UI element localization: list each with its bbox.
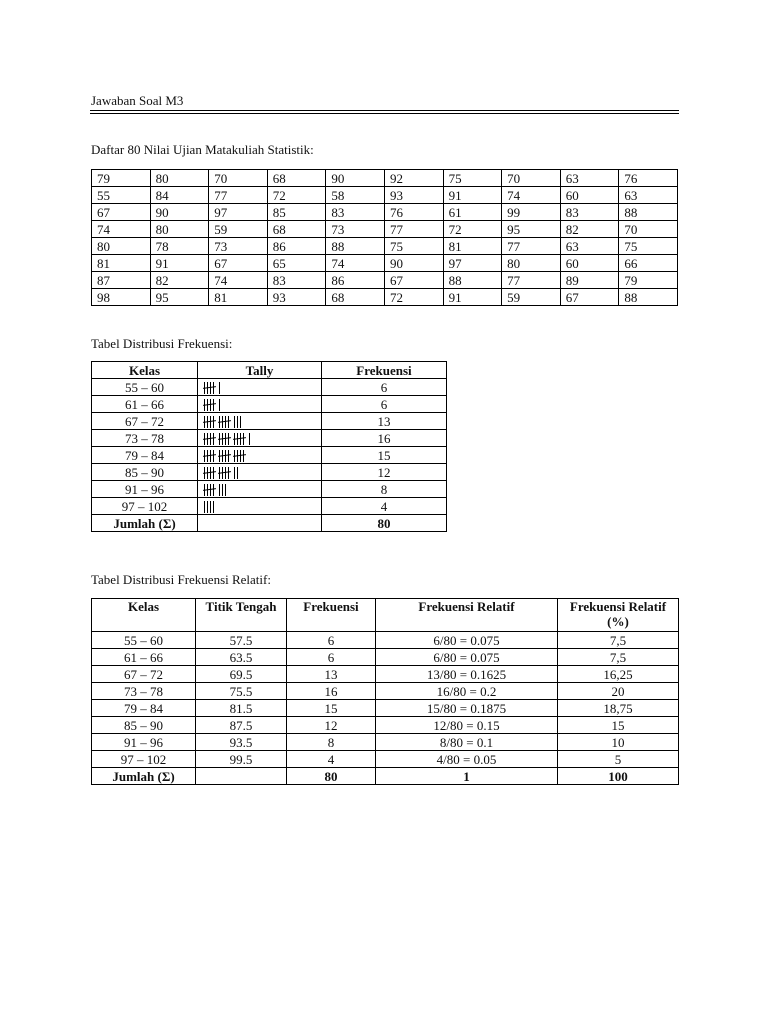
cell-frekuensi-relatif: 6/80 = 0.075	[376, 649, 558, 666]
total-tally	[198, 515, 322, 532]
score-cell: 90	[150, 204, 209, 221]
score-cell: 67	[92, 204, 151, 221]
score-cell: 88	[326, 238, 385, 255]
table-row	[92, 170, 678, 187]
score-cell: 67	[384, 272, 443, 289]
score-cell: 83	[560, 204, 619, 221]
score-cell: 88	[443, 272, 502, 289]
score-cell: 77	[502, 272, 561, 289]
score-cell: 91	[150, 255, 209, 272]
table-row	[92, 751, 679, 768]
tally-bar	[243, 433, 244, 445]
cell-kelas: 73 – 78	[92, 683, 196, 700]
tally-bar	[219, 484, 220, 496]
score-cell: 61	[443, 204, 502, 221]
table-row	[92, 666, 679, 683]
score-cell: 77	[384, 221, 443, 238]
table-row	[92, 717, 679, 734]
frequency-table-body	[92, 379, 447, 532]
score-cell: 81	[92, 255, 151, 272]
score-cell: 85	[267, 204, 326, 221]
tally-group	[219, 467, 231, 479]
cell-frekuensi: 13	[322, 413, 447, 430]
tally-bar	[240, 416, 241, 428]
score-cell: 70	[209, 170, 268, 187]
tally-bar	[219, 382, 220, 394]
table-row	[92, 481, 447, 498]
score-cell: 59	[209, 221, 268, 238]
score-cell: 70	[502, 170, 561, 187]
score-cell: 65	[267, 255, 326, 272]
tally-bar	[225, 433, 226, 445]
score-cell: 91	[443, 187, 502, 204]
cell-tally	[198, 464, 322, 481]
table-row	[92, 396, 447, 413]
cell-frekuensi: 16	[287, 683, 376, 700]
score-cell: 99	[502, 204, 561, 221]
cell-frekuensi: 13	[287, 666, 376, 683]
table-row	[92, 649, 679, 666]
tally-bar	[249, 433, 250, 445]
tally-bar	[225, 416, 226, 428]
tally-bar	[240, 433, 241, 445]
relative-frequency-table	[91, 598, 679, 785]
tally-marks	[204, 399, 225, 412]
tally-bar	[228, 416, 229, 428]
score-cell: 74	[209, 272, 268, 289]
score-cell: 63	[619, 187, 678, 204]
tally-bar	[225, 484, 226, 496]
cell-frekuensi-relatif: 6/80 = 0.075	[376, 632, 558, 649]
score-cell: 82	[150, 272, 209, 289]
cell-frekuensi: 6	[287, 632, 376, 649]
tally-group	[204, 416, 216, 428]
tally-bar	[228, 450, 229, 462]
tally-marks	[204, 501, 219, 514]
cell-frekuensi: 6	[287, 649, 376, 666]
tally-group	[234, 467, 240, 479]
cell-tally	[198, 498, 322, 515]
score-cell: 92	[384, 170, 443, 187]
table-row	[92, 272, 678, 289]
score-cell: 78	[150, 238, 209, 255]
table-row	[92, 447, 447, 464]
cell-kelas: 85 – 90	[92, 717, 196, 734]
tally-group	[204, 399, 216, 411]
score-cell: 73	[209, 238, 268, 255]
tally-group	[234, 416, 243, 428]
tally-bar	[207, 501, 208, 513]
tally-bar	[225, 467, 226, 479]
total-frekuensi-relatif: 1	[376, 768, 558, 785]
tally-group	[204, 450, 216, 462]
tally-group	[219, 450, 231, 462]
tally-bar	[240, 450, 241, 462]
tally-group	[204, 484, 216, 496]
cell-persen: 18,75	[558, 700, 679, 717]
score-cell: 58	[326, 187, 385, 204]
score-cell: 59	[502, 289, 561, 306]
score-cell: 73	[326, 221, 385, 238]
table-row	[92, 632, 679, 649]
score-cell: 72	[443, 221, 502, 238]
total-titik-tengah	[196, 768, 287, 785]
tally-group	[249, 433, 252, 445]
cell-frekuensi: 16	[322, 430, 447, 447]
table-row	[92, 683, 679, 700]
score-cell: 90	[384, 255, 443, 272]
header-frekuensi: Frekuensi	[287, 599, 376, 632]
tally-bar	[210, 416, 211, 428]
cell-kelas: 55 – 60	[92, 379, 198, 396]
score-cell: 83	[267, 272, 326, 289]
table-row	[92, 498, 447, 515]
cell-kelas: 91 – 96	[92, 734, 196, 751]
relative-frequency-caption: Tabel Distribusi Frekuensi Relatif:	[91, 572, 271, 587]
table-header-row	[92, 362, 447, 379]
table-row	[92, 413, 447, 430]
cell-kelas: 97 – 102	[92, 751, 196, 768]
cell-tally	[198, 481, 322, 498]
tally-group	[219, 382, 222, 394]
score-cell: 75	[619, 238, 678, 255]
cell-frekuensi: 8	[322, 481, 447, 498]
header-frekuensi-relatif: Frekuensi Relatif	[376, 599, 558, 632]
tally-bar	[228, 467, 229, 479]
cell-titik-tengah: 99.5	[196, 751, 287, 768]
score-cell: 60	[560, 187, 619, 204]
score-cell: 66	[619, 255, 678, 272]
score-cell: 75	[443, 170, 502, 187]
tally-bar	[213, 382, 214, 394]
header-double-rule	[90, 110, 679, 114]
tally-group	[204, 433, 216, 445]
tally-group	[204, 501, 216, 513]
scores-table-body	[92, 170, 678, 306]
tally-marks	[204, 382, 225, 395]
score-cell: 80	[150, 221, 209, 238]
tally-marks	[204, 416, 246, 429]
table-row	[92, 221, 678, 238]
score-cell: 74	[92, 221, 151, 238]
score-cell: 81	[443, 238, 502, 255]
cell-kelas: 55 – 60	[92, 632, 196, 649]
score-cell: 80	[502, 255, 561, 272]
frequency-table	[91, 361, 447, 532]
cell-kelas: 97 – 102	[92, 498, 198, 515]
total-frekuensi: 80	[322, 515, 447, 532]
score-cell: 97	[443, 255, 502, 272]
tally-bar	[210, 433, 211, 445]
tally-group	[204, 467, 216, 479]
tally-group	[219, 416, 231, 428]
total-label: Jumlah (Σ)	[92, 768, 196, 785]
tally-bar	[210, 399, 211, 411]
cell-persen: 5	[558, 751, 679, 768]
scores-table	[91, 169, 678, 306]
tally-marks	[204, 450, 249, 463]
score-cell: 89	[560, 272, 619, 289]
score-cell: 80	[150, 170, 209, 187]
table-row	[92, 700, 679, 717]
header-tally: Tally	[198, 362, 322, 379]
score-cell: 86	[267, 238, 326, 255]
score-cell: 74	[502, 187, 561, 204]
score-cell: 67	[209, 255, 268, 272]
total-row	[92, 515, 447, 532]
tally-bar	[234, 467, 235, 479]
cell-tally	[198, 379, 322, 396]
cell-persen: 15	[558, 717, 679, 734]
relative-frequency-table-body	[92, 632, 679, 785]
tally-bar	[219, 399, 220, 411]
tally-bar	[210, 467, 211, 479]
cell-kelas: 79 – 84	[92, 700, 196, 717]
cell-frekuensi: 6	[322, 396, 447, 413]
table-header-row	[92, 599, 679, 632]
table-row	[92, 255, 678, 272]
score-cell: 91	[443, 289, 502, 306]
score-cell: 84	[150, 187, 209, 204]
cell-frekuensi-relatif: 16/80 = 0.2	[376, 683, 558, 700]
cell-titik-tengah: 75.5	[196, 683, 287, 700]
score-cell: 82	[560, 221, 619, 238]
score-cell: 74	[326, 255, 385, 272]
score-cell: 67	[560, 289, 619, 306]
cell-frekuensi: 12	[287, 717, 376, 734]
cell-titik-tengah: 87.5	[196, 717, 287, 734]
cell-titik-tengah: 81.5	[196, 700, 287, 717]
cell-frekuensi: 8	[287, 734, 376, 751]
tally-group	[219, 433, 231, 445]
score-cell: 55	[92, 187, 151, 204]
tally-bar	[234, 416, 235, 428]
cell-tally	[198, 447, 322, 464]
table-row	[92, 734, 679, 751]
cell-frekuensi-relatif: 13/80 = 0.1625	[376, 666, 558, 683]
cell-kelas: 85 – 90	[92, 464, 198, 481]
score-cell: 68	[267, 221, 326, 238]
cell-frekuensi-relatif: 12/80 = 0.15	[376, 717, 558, 734]
cell-titik-tengah: 69.5	[196, 666, 287, 683]
table-row	[92, 204, 678, 221]
tally-marks	[204, 484, 231, 497]
tally-bar	[225, 450, 226, 462]
tally-bar	[237, 416, 238, 428]
score-cell: 98	[92, 289, 151, 306]
header-titik-tengah: Titik Tengah	[196, 599, 287, 632]
cell-frekuensi: 12	[322, 464, 447, 481]
score-cell: 77	[502, 238, 561, 255]
page-title: Jawaban Soal M3	[91, 93, 184, 108]
cell-kelas: 79 – 84	[92, 447, 198, 464]
tally-marks	[204, 433, 255, 446]
score-cell: 81	[209, 289, 268, 306]
score-cell: 95	[150, 289, 209, 306]
score-cell: 72	[267, 187, 326, 204]
tally-bar	[210, 501, 211, 513]
tally-bar	[213, 399, 214, 411]
tally-bar	[213, 484, 214, 496]
tally-marks	[204, 467, 243, 480]
cell-kelas: 67 – 72	[92, 413, 198, 430]
score-cell: 95	[502, 221, 561, 238]
header-frekuensi: Frekuensi	[322, 362, 447, 379]
total-label: Jumlah (Σ)	[92, 515, 198, 532]
cell-kelas: 91 – 96	[92, 481, 198, 498]
tally-group	[219, 484, 228, 496]
score-cell: 68	[326, 289, 385, 306]
tally-bar	[213, 416, 214, 428]
header-kelas: Kelas	[92, 362, 198, 379]
score-cell: 88	[619, 204, 678, 221]
frequency-table-caption: Tabel Distribusi Frekuensi:	[91, 336, 233, 351]
score-cell: 76	[384, 204, 443, 221]
table-row	[92, 379, 447, 396]
score-cell: 86	[326, 272, 385, 289]
cell-tally	[198, 413, 322, 430]
cell-tally	[198, 430, 322, 447]
score-cell: 79	[92, 170, 151, 187]
cell-kelas: 61 – 66	[92, 649, 196, 666]
score-cell: 72	[384, 289, 443, 306]
cell-persen: 16,25	[558, 666, 679, 683]
tally-bar	[243, 450, 244, 462]
cell-persen: 10	[558, 734, 679, 751]
cell-kelas: 61 – 66	[92, 396, 198, 413]
cell-frekuensi-relatif: 8/80 = 0.1	[376, 734, 558, 751]
header-kelas: Kelas	[92, 599, 196, 632]
score-cell: 87	[92, 272, 151, 289]
tally-bar	[210, 382, 211, 394]
score-cell: 93	[267, 289, 326, 306]
score-cell: 79	[619, 272, 678, 289]
score-cell: 88	[619, 289, 678, 306]
score-cell: 63	[560, 170, 619, 187]
score-cell: 75	[384, 238, 443, 255]
score-cell: 60	[560, 255, 619, 272]
score-cell: 76	[619, 170, 678, 187]
tally-bar	[213, 501, 214, 513]
tally-bar	[210, 484, 211, 496]
cell-frekuensi-relatif: 4/80 = 0.05	[376, 751, 558, 768]
tally-group	[234, 433, 246, 445]
tally-bar	[237, 467, 238, 479]
score-cell: 68	[267, 170, 326, 187]
tally-group	[204, 382, 216, 394]
table-row	[92, 464, 447, 481]
score-cell: 77	[209, 187, 268, 204]
total-frekuensi: 80	[287, 768, 376, 785]
cell-persen: 20	[558, 683, 679, 700]
cell-frekuensi: 4	[287, 751, 376, 768]
tally-bar	[204, 501, 205, 513]
cell-titik-tengah: 63.5	[196, 649, 287, 666]
table-row	[92, 430, 447, 447]
header-frekuensi-relatif-persen: Frekuensi Relatif (%)	[558, 599, 679, 632]
table-row	[92, 187, 678, 204]
total-persen: 100	[558, 768, 679, 785]
tally-bar	[210, 450, 211, 462]
tally-bar	[213, 467, 214, 479]
total-row	[92, 768, 679, 785]
tally-bar	[228, 433, 229, 445]
table-row	[92, 289, 678, 306]
cell-frekuensi: 15	[322, 447, 447, 464]
score-cell: 93	[384, 187, 443, 204]
tally-bar	[213, 450, 214, 462]
cell-frekuensi: 4	[322, 498, 447, 515]
cell-kelas: 67 – 72	[92, 666, 196, 683]
tally-group	[234, 450, 246, 462]
tally-group	[219, 399, 222, 411]
score-cell: 83	[326, 204, 385, 221]
scores-caption: Daftar 80 Nilai Ujian Matakuliah Statistik:	[91, 142, 314, 157]
score-cell: 90	[326, 170, 385, 187]
cell-persen: 7,5	[558, 632, 679, 649]
cell-frekuensi-relatif: 15/80 = 0.1875	[376, 700, 558, 717]
cell-frekuensi: 15	[287, 700, 376, 717]
cell-titik-tengah: 57.5	[196, 632, 287, 649]
table-row	[92, 238, 678, 255]
score-cell: 63	[560, 238, 619, 255]
tally-bar	[222, 484, 223, 496]
score-cell: 97	[209, 204, 268, 221]
cell-tally	[198, 396, 322, 413]
score-cell: 70	[619, 221, 678, 238]
cell-persen: 7,5	[558, 649, 679, 666]
cell-kelas: 73 – 78	[92, 430, 198, 447]
score-cell: 80	[92, 238, 151, 255]
tally-bar	[213, 433, 214, 445]
cell-titik-tengah: 93.5	[196, 734, 287, 751]
cell-frekuensi: 6	[322, 379, 447, 396]
